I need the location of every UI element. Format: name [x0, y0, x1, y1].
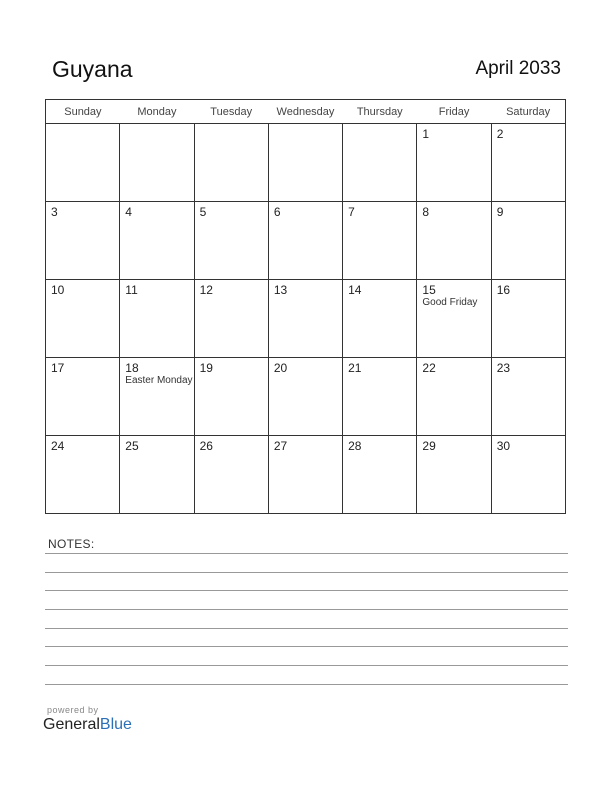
brand-part-blue: Blue: [99, 716, 132, 733]
day-cell: [120, 202, 194, 280]
day-cell: [120, 280, 194, 358]
day-cell: [417, 436, 491, 514]
day-number: 9: [496, 205, 504, 219]
week-row: [46, 202, 566, 280]
day-cell: [46, 202, 120, 280]
day-cell: [417, 280, 491, 358]
day-cell: [46, 280, 120, 358]
note-line: [45, 553, 568, 554]
week-row: [46, 358, 566, 436]
generalblue-logo: [43, 716, 132, 734]
day-cell: [268, 358, 342, 436]
day-number: 15: [422, 283, 436, 297]
weekday-header-row: [46, 100, 566, 124]
day-number: 8: [422, 205, 430, 219]
day-number: 13: [273, 283, 288, 297]
day-cell: [120, 358, 194, 436]
weekday-friday: Friday: [417, 100, 491, 124]
weekday-thursday: Thursday: [343, 100, 417, 124]
day-number: 16: [496, 283, 511, 297]
day-number: 3: [51, 205, 58, 219]
day-number: 17: [51, 361, 65, 375]
day-cell: [268, 280, 342, 358]
weekday-tuesday: Tuesday: [194, 100, 268, 124]
day-number: 12: [199, 283, 213, 297]
day-number: 29: [422, 439, 436, 453]
note-line: [45, 609, 568, 610]
note-line: [45, 684, 568, 685]
week-row: [46, 436, 566, 514]
day-cell: [268, 202, 342, 280]
week-row: [46, 124, 566, 202]
week-row: [46, 280, 566, 358]
day-number: 30: [496, 439, 511, 453]
day-cell: [417, 202, 491, 280]
day-number: 4: [125, 205, 132, 219]
note-line: [45, 572, 568, 573]
day-number: 23: [496, 361, 511, 375]
day-number: 28: [348, 439, 362, 453]
day-number: 2: [496, 127, 504, 141]
day-cell: [491, 436, 565, 514]
day-cell: [491, 124, 565, 202]
day-cell: [491, 280, 565, 358]
weekday-monday: Monday: [120, 100, 194, 124]
day-cell: [343, 124, 417, 202]
notes-label: NOTES:: [48, 537, 95, 551]
note-line: [45, 646, 568, 647]
day-cell: [491, 358, 565, 436]
day-cell: [343, 280, 417, 358]
day-cell: [268, 124, 342, 202]
day-number: 24: [51, 439, 65, 453]
day-cell: [46, 124, 120, 202]
day-cell: [194, 358, 268, 436]
day-number: 21: [348, 361, 362, 375]
weekday-saturday: Saturday: [491, 100, 565, 124]
note-line: [45, 628, 568, 629]
country-title: Guyana: [52, 56, 133, 82]
day-number: 26: [199, 439, 213, 453]
day-number: 11: [125, 283, 138, 297]
day-number: 7: [348, 205, 355, 219]
weekday-wednesday: Wednesday: [268, 100, 342, 124]
day-cell: [417, 124, 491, 202]
day-number: 19: [199, 361, 213, 375]
day-cell: [343, 436, 417, 514]
month-year-title: April 2033: [475, 58, 561, 79]
day-number: 20: [273, 361, 288, 375]
note-line: [45, 590, 568, 591]
day-cell: [194, 202, 268, 280]
day-cell: [268, 436, 342, 514]
powered-by-text: powered by: [47, 705, 99, 715]
day-number: 5: [199, 205, 207, 219]
day-cell: [46, 358, 120, 436]
weekday-sunday: Sunday: [46, 100, 120, 124]
day-cell: [46, 436, 120, 514]
day-number: 10: [51, 283, 65, 297]
day-number: 14: [348, 283, 362, 297]
day-number: 18: [125, 361, 139, 375]
day-cell: [120, 124, 194, 202]
day-number: 1: [422, 127, 430, 141]
day-cell: [417, 358, 491, 436]
day-cell: [343, 358, 417, 436]
calendar-grid: [45, 99, 566, 514]
day-number: 6: [273, 205, 281, 219]
day-cell: [194, 124, 268, 202]
day-cell: [194, 280, 268, 358]
brand-part-general: General: [43, 716, 100, 733]
day-cell: [120, 436, 194, 514]
note-line: [45, 665, 568, 666]
day-cell: [491, 202, 565, 280]
day-number: 22: [422, 361, 436, 375]
day-number: 25: [125, 439, 139, 453]
holiday-label: Easter Monday: [125, 375, 193, 386]
day-number: 27: [273, 439, 288, 453]
day-cell: [194, 436, 268, 514]
day-cell: [343, 202, 417, 280]
holiday-label: Good Friday: [422, 297, 478, 308]
